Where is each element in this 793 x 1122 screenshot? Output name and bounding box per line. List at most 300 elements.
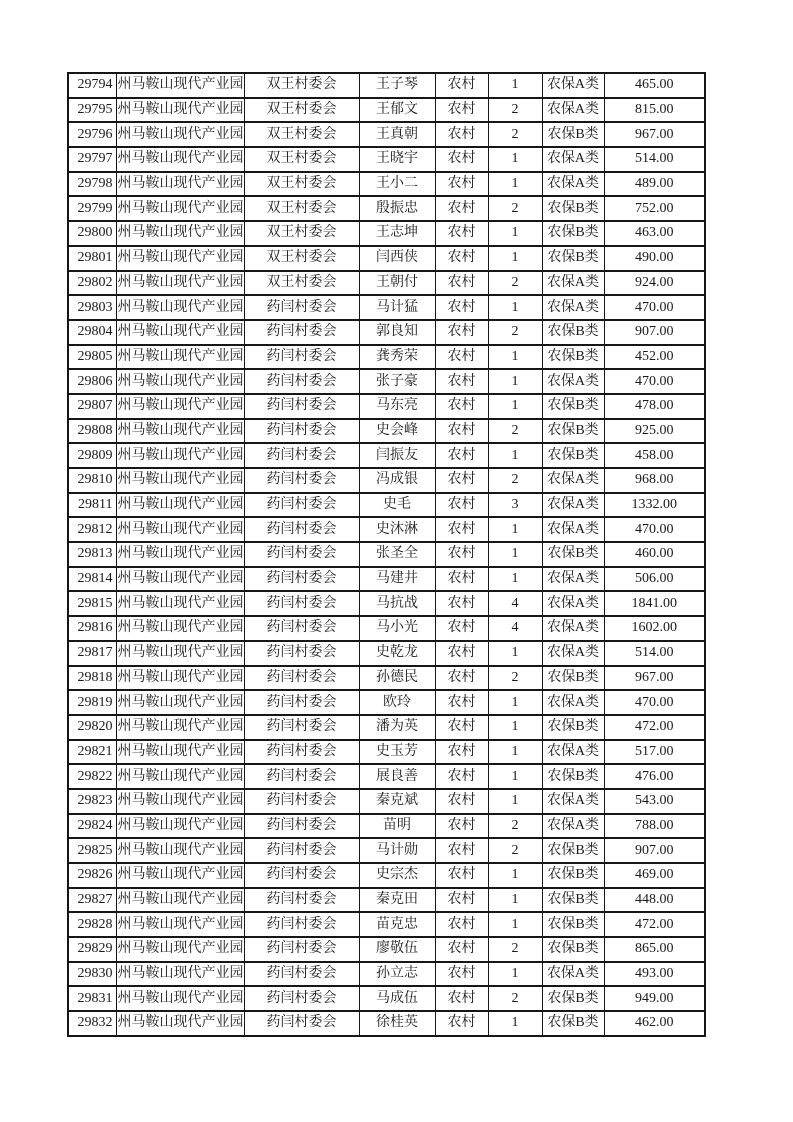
cell-amount: 752.00 xyxy=(604,196,705,221)
table-row xyxy=(68,443,705,468)
cell-person-count: 1 xyxy=(488,888,542,913)
cell-residence-type: 农村 xyxy=(435,345,488,370)
cell-park-name: 州马鞍山现代产业园 xyxy=(116,172,244,197)
cell-insurance-category: 农保A类 xyxy=(542,493,604,518)
cell-amount: 463.00 xyxy=(604,221,705,246)
cell-residence-type: 农村 xyxy=(435,196,488,221)
cell-record-id: 29814 xyxy=(68,567,116,592)
cell-person-count: 1 xyxy=(488,567,542,592)
cell-person-name: 廖敬伍 xyxy=(359,937,435,962)
cell-amount: 907.00 xyxy=(604,838,705,863)
cell-person-name: 史沐淋 xyxy=(359,517,435,542)
cell-insurance-category: 农保B类 xyxy=(542,937,604,962)
cell-person-count: 1 xyxy=(488,764,542,789)
table-row xyxy=(68,962,705,987)
cell-village-committee: 药闫村委会 xyxy=(244,468,359,493)
cell-record-id: 29808 xyxy=(68,419,116,444)
cell-residence-type: 农村 xyxy=(435,271,488,296)
cell-person-count: 2 xyxy=(488,986,542,1011)
table-row xyxy=(68,419,705,444)
cell-person-name: 史毛 xyxy=(359,493,435,518)
cell-park-name: 州马鞍山现代产业园 xyxy=(116,1011,244,1036)
cell-person-count: 1 xyxy=(488,542,542,567)
cell-person-name: 史乾龙 xyxy=(359,641,435,666)
cell-person-name: 王小二 xyxy=(359,172,435,197)
cell-park-name: 州马鞍山现代产业园 xyxy=(116,221,244,246)
cell-person-name: 王志坤 xyxy=(359,221,435,246)
cell-record-id: 29811 xyxy=(68,493,116,518)
cell-person-name: 秦克田 xyxy=(359,888,435,913)
cell-person-count: 2 xyxy=(488,814,542,839)
cell-park-name: 州马鞍山现代产业园 xyxy=(116,394,244,419)
cell-record-id: 29796 xyxy=(68,122,116,147)
cell-amount: 1602.00 xyxy=(604,616,705,641)
cell-insurance-category: 农保A类 xyxy=(542,468,604,493)
cell-amount: 865.00 xyxy=(604,937,705,962)
table-row xyxy=(68,641,705,666)
cell-park-name: 州马鞍山现代产业园 xyxy=(116,345,244,370)
cell-park-name: 州马鞍山现代产业园 xyxy=(116,740,244,765)
cell-record-id: 29804 xyxy=(68,320,116,345)
cell-person-count: 1 xyxy=(488,172,542,197)
cell-amount: 968.00 xyxy=(604,468,705,493)
cell-village-committee: 药闫村委会 xyxy=(244,369,359,394)
cell-amount: 788.00 xyxy=(604,814,705,839)
cell-village-committee: 双王村委会 xyxy=(244,147,359,172)
cell-village-committee: 药闫村委会 xyxy=(244,616,359,641)
table-row xyxy=(68,789,705,814)
cell-person-name: 欧玲 xyxy=(359,690,435,715)
cell-person-name: 闫振友 xyxy=(359,443,435,468)
cell-amount: 476.00 xyxy=(604,764,705,789)
cell-amount: 465.00 xyxy=(604,73,705,98)
table-row xyxy=(68,295,705,320)
cell-insurance-category: 农保A类 xyxy=(542,962,604,987)
cell-village-committee: 药闫村委会 xyxy=(244,1011,359,1036)
cell-amount: 470.00 xyxy=(604,295,705,320)
cell-residence-type: 农村 xyxy=(435,443,488,468)
table-row xyxy=(68,814,705,839)
cell-record-id: 29799 xyxy=(68,196,116,221)
cell-insurance-category: 农保A类 xyxy=(542,616,604,641)
cell-park-name: 州马鞍山现代产业园 xyxy=(116,814,244,839)
cell-village-committee: 药闫村委会 xyxy=(244,345,359,370)
cell-person-name: 史宗杰 xyxy=(359,863,435,888)
table-row xyxy=(68,690,705,715)
cell-person-name: 潘为英 xyxy=(359,715,435,740)
cell-person-count: 1 xyxy=(488,863,542,888)
cell-residence-type: 农村 xyxy=(435,468,488,493)
cell-record-id: 29827 xyxy=(68,888,116,913)
cell-park-name: 州马鞍山现代产业园 xyxy=(116,73,244,98)
cell-person-count: 2 xyxy=(488,271,542,296)
cell-amount: 514.00 xyxy=(604,641,705,666)
cell-park-name: 州马鞍山现代产业园 xyxy=(116,962,244,987)
cell-record-id: 29801 xyxy=(68,246,116,271)
cell-village-committee: 双王村委会 xyxy=(244,196,359,221)
cell-amount: 490.00 xyxy=(604,246,705,271)
cell-insurance-category: 农保A类 xyxy=(542,147,604,172)
cell-amount: 458.00 xyxy=(604,443,705,468)
cell-park-name: 州马鞍山现代产业园 xyxy=(116,320,244,345)
cell-person-count: 1 xyxy=(488,1011,542,1036)
cell-record-id: 29817 xyxy=(68,641,116,666)
table-row xyxy=(68,912,705,937)
cell-residence-type: 农村 xyxy=(435,172,488,197)
cell-village-committee: 药闫村委会 xyxy=(244,937,359,962)
cell-record-id: 29828 xyxy=(68,912,116,937)
cell-person-name: 王真朝 xyxy=(359,122,435,147)
cell-record-id: 29807 xyxy=(68,394,116,419)
cell-village-committee: 药闫村委会 xyxy=(244,838,359,863)
cell-amount: 472.00 xyxy=(604,715,705,740)
cell-residence-type: 农村 xyxy=(435,567,488,592)
cell-amount: 967.00 xyxy=(604,122,705,147)
table-row xyxy=(68,740,705,765)
cell-person-name: 马小光 xyxy=(359,616,435,641)
table-row xyxy=(68,764,705,789)
cell-insurance-category: 农保B类 xyxy=(542,715,604,740)
cell-record-id: 29802 xyxy=(68,271,116,296)
table-row xyxy=(68,567,705,592)
cell-village-committee: 双王村委会 xyxy=(244,221,359,246)
cell-record-id: 29803 xyxy=(68,295,116,320)
table-row xyxy=(68,937,705,962)
cell-residence-type: 农村 xyxy=(435,888,488,913)
cell-person-name: 徐桂英 xyxy=(359,1011,435,1036)
table-row xyxy=(68,122,705,147)
cell-park-name: 州马鞍山现代产业园 xyxy=(116,888,244,913)
cell-insurance-category: 农保A类 xyxy=(542,814,604,839)
cell-record-id: 29812 xyxy=(68,517,116,542)
cell-park-name: 州马鞍山现代产业园 xyxy=(116,147,244,172)
cell-record-id: 29813 xyxy=(68,542,116,567)
cell-record-id: 29823 xyxy=(68,789,116,814)
cell-amount: 489.00 xyxy=(604,172,705,197)
cell-village-committee: 药闫村委会 xyxy=(244,666,359,691)
cell-person-name: 张圣全 xyxy=(359,542,435,567)
cell-residence-type: 农村 xyxy=(435,690,488,715)
table-row xyxy=(68,369,705,394)
cell-record-id: 29818 xyxy=(68,666,116,691)
cell-record-id: 29832 xyxy=(68,1011,116,1036)
cell-residence-type: 农村 xyxy=(435,73,488,98)
cell-park-name: 州马鞍山现代产业园 xyxy=(116,912,244,937)
table-row xyxy=(68,493,705,518)
table-row xyxy=(68,196,705,221)
cell-person-name: 马建井 xyxy=(359,567,435,592)
cell-village-committee: 药闫村委会 xyxy=(244,962,359,987)
cell-person-count: 4 xyxy=(488,591,542,616)
cell-person-name: 王子琴 xyxy=(359,73,435,98)
cell-record-id: 29797 xyxy=(68,147,116,172)
cell-residence-type: 农村 xyxy=(435,912,488,937)
cell-person-name: 孙德民 xyxy=(359,666,435,691)
cell-insurance-category: 农保A类 xyxy=(542,73,604,98)
cell-person-count: 1 xyxy=(488,295,542,320)
cell-village-committee: 双王村委会 xyxy=(244,122,359,147)
cell-record-id: 29820 xyxy=(68,715,116,740)
cell-person-name: 苗明 xyxy=(359,814,435,839)
cell-residence-type: 农村 xyxy=(435,789,488,814)
cell-insurance-category: 农保A类 xyxy=(542,641,604,666)
cell-record-id: 29798 xyxy=(68,172,116,197)
cell-person-count: 2 xyxy=(488,122,542,147)
cell-person-name: 王朝付 xyxy=(359,271,435,296)
cell-person-name: 展良善 xyxy=(359,764,435,789)
cell-record-id: 29819 xyxy=(68,690,116,715)
cell-park-name: 州马鞍山现代产业园 xyxy=(116,666,244,691)
cell-park-name: 州马鞍山现代产业园 xyxy=(116,764,244,789)
cell-person-name: 冯成银 xyxy=(359,468,435,493)
cell-village-committee: 药闫村委会 xyxy=(244,542,359,567)
cell-park-name: 州马鞍山现代产业园 xyxy=(116,246,244,271)
cell-person-count: 2 xyxy=(488,838,542,863)
cell-residence-type: 农村 xyxy=(435,764,488,789)
cell-residence-type: 农村 xyxy=(435,221,488,246)
cell-park-name: 州马鞍山现代产业园 xyxy=(116,616,244,641)
cell-person-name: 王郁文 xyxy=(359,98,435,123)
cell-insurance-category: 农保B类 xyxy=(542,863,604,888)
cell-person-name: 史玉芳 xyxy=(359,740,435,765)
table-row xyxy=(68,271,705,296)
table-row xyxy=(68,542,705,567)
cell-person-count: 3 xyxy=(488,493,542,518)
cell-residence-type: 农村 xyxy=(435,740,488,765)
table-row xyxy=(68,863,705,888)
cell-village-committee: 双王村委会 xyxy=(244,73,359,98)
cell-park-name: 州马鞍山现代产业园 xyxy=(116,937,244,962)
cell-amount: 517.00 xyxy=(604,740,705,765)
cell-village-committee: 药闫村委会 xyxy=(244,740,359,765)
cell-amount: 469.00 xyxy=(604,863,705,888)
cell-amount: 506.00 xyxy=(604,567,705,592)
cell-amount: 907.00 xyxy=(604,320,705,345)
cell-record-id: 29826 xyxy=(68,863,116,888)
table-row xyxy=(68,517,705,542)
cell-residence-type: 农村 xyxy=(435,320,488,345)
cell-residence-type: 农村 xyxy=(435,147,488,172)
cell-park-name: 州马鞍山现代产业园 xyxy=(116,641,244,666)
cell-person-name: 张子豪 xyxy=(359,369,435,394)
cell-amount: 472.00 xyxy=(604,912,705,937)
cell-person-name: 殷振忠 xyxy=(359,196,435,221)
cell-person-name: 孙立志 xyxy=(359,962,435,987)
cell-person-name: 史会峰 xyxy=(359,419,435,444)
cell-residence-type: 农村 xyxy=(435,616,488,641)
cell-village-committee: 药闫村委会 xyxy=(244,986,359,1011)
cell-park-name: 州马鞍山现代产业园 xyxy=(116,271,244,296)
cell-village-committee: 药闫村委会 xyxy=(244,715,359,740)
cell-record-id: 29800 xyxy=(68,221,116,246)
cell-person-count: 1 xyxy=(488,443,542,468)
cell-park-name: 州马鞍山现代产业园 xyxy=(116,591,244,616)
cell-village-committee: 药闫村委会 xyxy=(244,789,359,814)
cell-residence-type: 农村 xyxy=(435,986,488,1011)
cell-person-count: 2 xyxy=(488,419,542,444)
cell-park-name: 州马鞍山现代产业园 xyxy=(116,715,244,740)
cell-park-name: 州马鞍山现代产业园 xyxy=(116,468,244,493)
cell-amount: 815.00 xyxy=(604,98,705,123)
cell-residence-type: 农村 xyxy=(435,295,488,320)
cell-village-committee: 药闫村委会 xyxy=(244,591,359,616)
cell-insurance-category: 农保B类 xyxy=(542,443,604,468)
cell-insurance-category: 农保B类 xyxy=(542,912,604,937)
cell-person-name: 马成伍 xyxy=(359,986,435,1011)
cell-person-count: 1 xyxy=(488,690,542,715)
cell-person-count: 2 xyxy=(488,666,542,691)
cell-village-committee: 药闫村委会 xyxy=(244,493,359,518)
cell-insurance-category: 农保A类 xyxy=(542,591,604,616)
cell-record-id: 29822 xyxy=(68,764,116,789)
cell-person-count: 1 xyxy=(488,369,542,394)
cell-park-name: 州马鞍山现代产业园 xyxy=(116,196,244,221)
cell-insurance-category: 农保A类 xyxy=(542,98,604,123)
cell-insurance-category: 农保B类 xyxy=(542,666,604,691)
cell-insurance-category: 农保A类 xyxy=(542,690,604,715)
cell-amount: 925.00 xyxy=(604,419,705,444)
cell-park-name: 州马鞍山现代产业园 xyxy=(116,542,244,567)
cell-residence-type: 农村 xyxy=(435,838,488,863)
cell-amount: 460.00 xyxy=(604,542,705,567)
cell-residence-type: 农村 xyxy=(435,394,488,419)
cell-residence-type: 农村 xyxy=(435,98,488,123)
cell-village-committee: 药闫村委会 xyxy=(244,888,359,913)
cell-insurance-category: 农保A类 xyxy=(542,271,604,296)
cell-village-committee: 药闫村委会 xyxy=(244,690,359,715)
cell-village-committee: 药闫村委会 xyxy=(244,517,359,542)
cell-park-name: 州马鞍山现代产业园 xyxy=(116,369,244,394)
cell-residence-type: 农村 xyxy=(435,641,488,666)
table-row xyxy=(68,98,705,123)
cell-person-count: 1 xyxy=(488,147,542,172)
table-row xyxy=(68,147,705,172)
cell-insurance-category: 农保A类 xyxy=(542,740,604,765)
cell-village-committee: 双王村委会 xyxy=(244,98,359,123)
cell-amount: 470.00 xyxy=(604,517,705,542)
cell-record-id: 29816 xyxy=(68,616,116,641)
cell-person-count: 4 xyxy=(488,616,542,641)
cell-village-committee: 药闫村委会 xyxy=(244,443,359,468)
table-row xyxy=(68,73,705,98)
cell-person-name: 郭良知 xyxy=(359,320,435,345)
cell-park-name: 州马鞍山现代产业园 xyxy=(116,295,244,320)
table-row xyxy=(68,616,705,641)
cell-amount: 924.00 xyxy=(604,271,705,296)
cell-village-committee: 双王村委会 xyxy=(244,246,359,271)
cell-insurance-category: 农保A类 xyxy=(542,789,604,814)
cell-record-id: 29809 xyxy=(68,443,116,468)
cell-village-committee: 药闫村委会 xyxy=(244,764,359,789)
cell-village-committee: 药闫村委会 xyxy=(244,814,359,839)
cell-person-name: 龚秀荣 xyxy=(359,345,435,370)
cell-village-committee: 双王村委会 xyxy=(244,172,359,197)
cell-residence-type: 农村 xyxy=(435,591,488,616)
cell-amount: 470.00 xyxy=(604,690,705,715)
table-row xyxy=(68,246,705,271)
cell-record-id: 29825 xyxy=(68,838,116,863)
cell-person-count: 1 xyxy=(488,962,542,987)
cell-amount: 949.00 xyxy=(604,986,705,1011)
cell-person-count: 1 xyxy=(488,740,542,765)
cell-village-committee: 药闫村委会 xyxy=(244,912,359,937)
cell-residence-type: 农村 xyxy=(435,122,488,147)
cell-record-id: 29829 xyxy=(68,937,116,962)
table-row xyxy=(68,666,705,691)
cell-person-name: 秦克斌 xyxy=(359,789,435,814)
cell-person-count: 1 xyxy=(488,789,542,814)
cell-person-name: 马计猛 xyxy=(359,295,435,320)
cell-amount: 1841.00 xyxy=(604,591,705,616)
cell-residence-type: 农村 xyxy=(435,814,488,839)
cell-insurance-category: 农保B类 xyxy=(542,764,604,789)
cell-person-name: 马东亮 xyxy=(359,394,435,419)
cell-person-count: 1 xyxy=(488,715,542,740)
cell-insurance-category: 农保B类 xyxy=(542,394,604,419)
cell-amount: 514.00 xyxy=(604,147,705,172)
cell-park-name: 州马鞍山现代产业园 xyxy=(116,986,244,1011)
table-row xyxy=(68,320,705,345)
cell-person-name: 马抗战 xyxy=(359,591,435,616)
cell-residence-type: 农村 xyxy=(435,246,488,271)
cell-insurance-category: 农保B类 xyxy=(542,542,604,567)
table-row xyxy=(68,394,705,419)
cell-insurance-category: 农保B类 xyxy=(542,122,604,147)
table-row xyxy=(68,345,705,370)
cell-park-name: 州马鞍山现代产业园 xyxy=(116,789,244,814)
cell-park-name: 州马鞍山现代产业园 xyxy=(116,98,244,123)
cell-village-committee: 药闫村委会 xyxy=(244,394,359,419)
cell-residence-type: 农村 xyxy=(435,937,488,962)
cell-amount: 452.00 xyxy=(604,345,705,370)
table-row xyxy=(68,838,705,863)
cell-record-id: 29831 xyxy=(68,986,116,1011)
cell-person-count: 1 xyxy=(488,394,542,419)
cell-record-id: 29830 xyxy=(68,962,116,987)
cell-person-count: 2 xyxy=(488,320,542,345)
cell-insurance-category: 农保B类 xyxy=(542,1011,604,1036)
cell-person-count: 2 xyxy=(488,196,542,221)
cell-park-name: 州马鞍山现代产业园 xyxy=(116,838,244,863)
cell-record-id: 29805 xyxy=(68,345,116,370)
cell-amount: 448.00 xyxy=(604,888,705,913)
cell-residence-type: 农村 xyxy=(435,419,488,444)
table-row xyxy=(68,221,705,246)
cell-village-committee: 药闫村委会 xyxy=(244,567,359,592)
cell-insurance-category: 农保A类 xyxy=(542,567,604,592)
cell-village-committee: 双王村委会 xyxy=(244,271,359,296)
table-row xyxy=(68,591,705,616)
cell-person-count: 2 xyxy=(488,468,542,493)
cell-person-count: 1 xyxy=(488,221,542,246)
cell-person-count: 1 xyxy=(488,641,542,666)
cell-record-id: 29821 xyxy=(68,740,116,765)
cell-insurance-category: 农保B类 xyxy=(542,986,604,1011)
cell-insurance-category: 农保B类 xyxy=(542,888,604,913)
cell-park-name: 州马鞍山现代产业园 xyxy=(116,122,244,147)
cell-insurance-category: 农保B类 xyxy=(542,221,604,246)
cell-person-count: 1 xyxy=(488,345,542,370)
cell-insurance-category: 农保A类 xyxy=(542,517,604,542)
cell-record-id: 29815 xyxy=(68,591,116,616)
cell-insurance-category: 农保A类 xyxy=(542,369,604,394)
cell-insurance-category: 农保B类 xyxy=(542,345,604,370)
cell-insurance-category: 农保B类 xyxy=(542,196,604,221)
cell-person-name: 苗克忠 xyxy=(359,912,435,937)
cell-person-count: 1 xyxy=(488,912,542,937)
cell-insurance-category: 农保B类 xyxy=(542,419,604,444)
cell-park-name: 州马鞍山现代产业园 xyxy=(116,517,244,542)
